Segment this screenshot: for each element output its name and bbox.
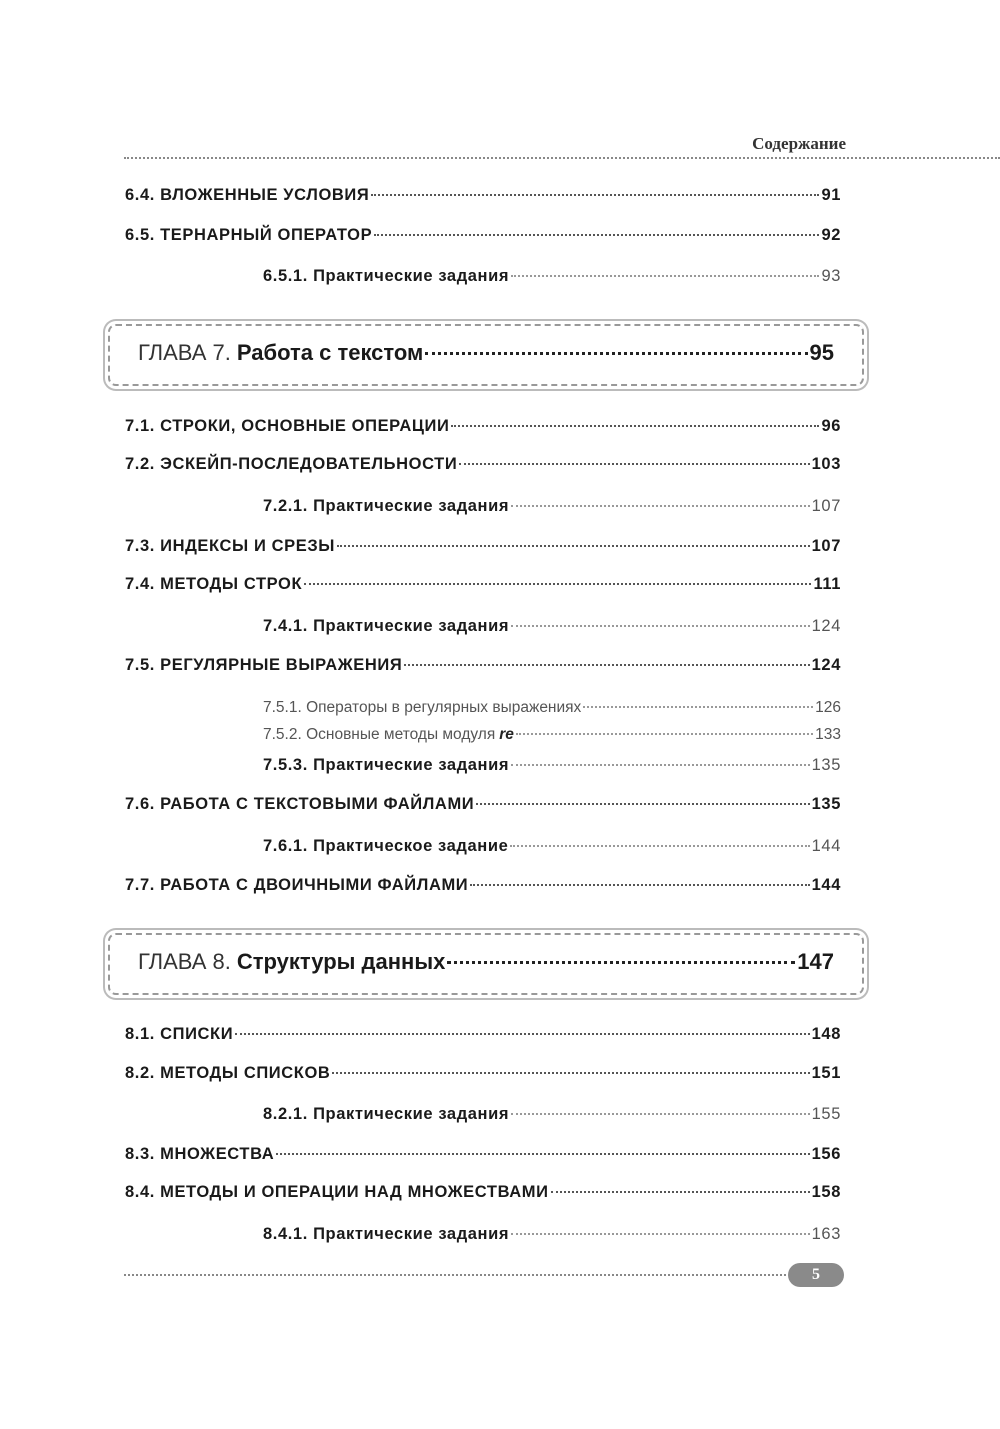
toc-entry-page: 144 [811, 837, 841, 855]
toc-entry[interactable] [125, 455, 841, 474]
dot-leader [511, 764, 810, 766]
toc-entry-title: 8.2.1. Практические задания [263, 1105, 510, 1123]
chapter-title: Работа с текстом [236, 340, 424, 365]
dot-leader [511, 275, 819, 277]
dot-leader [276, 1153, 809, 1155]
toc-subentry[interactable] [263, 1225, 841, 1244]
toc-entry-page: 126 [815, 699, 841, 716]
dot-leader [332, 1072, 809, 1074]
dot-leader [235, 1033, 809, 1035]
running-header: Содержание [752, 134, 846, 153]
toc-entry-page: 144 [811, 876, 841, 894]
chapter-page: 147 [797, 949, 834, 974]
toc-subentry[interactable] [263, 1105, 841, 1124]
toc-entry[interactable] [125, 876, 841, 895]
toc-entry-title: 7.7. РАБОТА С ДВОИЧНЫМИ ФАЙЛАМИ [125, 876, 469, 894]
dot-leader [451, 425, 819, 427]
chapter-page: 95 [809, 340, 834, 365]
toc-entry[interactable] [125, 1145, 841, 1164]
toc-entry-title: 7.3. ИНДЕКСЫ И СРЕЗЫ [125, 537, 336, 555]
toc-entry-page: 156 [811, 1145, 841, 1163]
toc-entry-title: 8.3. МНОЖЕСТВА [125, 1145, 275, 1163]
toc-subentry[interactable] [263, 837, 841, 856]
chapter-7-box[interactable] [108, 324, 864, 386]
toc-entry-page: 107 [811, 497, 841, 515]
page-number-badge: 5 [788, 1263, 844, 1287]
toc-entry-title: 6.5.1. Практические задания [263, 267, 510, 285]
dot-leader [447, 961, 795, 964]
toc-entry-page: 163 [811, 1225, 841, 1243]
toc-entry-page: 135 [811, 756, 841, 774]
header-divider [124, 157, 1000, 159]
dot-leader [404, 664, 809, 666]
toc-entry[interactable] [125, 795, 841, 814]
dot-leader [583, 706, 813, 708]
dot-leader [459, 463, 809, 465]
toc-entry-page: 124 [811, 617, 841, 635]
toc-subentry[interactable] [263, 699, 841, 717]
dot-leader [551, 1191, 810, 1193]
dot-leader [510, 845, 809, 847]
toc-entry-page: 133 [815, 726, 841, 743]
dot-leader [371, 194, 819, 196]
toc-entry-title: 6.5. ТЕРНАРНЫЙ ОПЕРАТОР [125, 226, 373, 244]
dot-leader [374, 234, 819, 236]
toc-entry[interactable] [125, 186, 841, 205]
toc-entry-title: 7.6. РАБОТА С ТЕКСТОВЫМИ ФАЙЛАМИ [125, 795, 475, 813]
toc-entry-page: 103 [811, 455, 841, 473]
dot-leader [304, 583, 811, 585]
toc-entry-title: 6.4. ВЛОЖЕННЫЕ УСЛОВИЯ [125, 186, 370, 204]
toc-entry[interactable] [125, 656, 841, 675]
toc-entry-title: 7.2.1. Практические задания [263, 497, 510, 515]
toc-entry-page: 92 [821, 226, 841, 244]
footer-divider [124, 1274, 786, 1276]
toc-entry-page: 91 [821, 186, 841, 204]
toc-entry-title: 7.4.1. Практические задания [263, 617, 510, 635]
toc-entry-page: 135 [811, 795, 841, 813]
toc-entry[interactable] [125, 1025, 841, 1044]
dot-leader [516, 733, 813, 735]
dot-leader [337, 545, 810, 547]
toc-entry-page: 107 [811, 537, 841, 555]
toc-entry-title: 7.4. МЕТОДЫ СТРОК [125, 575, 303, 593]
toc-entry[interactable] [125, 537, 841, 556]
toc-entry-title: 8.4. МЕТОДЫ И ОПЕРАЦИИ НАД МНОЖЕСТВАМИ [125, 1183, 549, 1201]
dot-leader [511, 1233, 810, 1235]
toc-entry[interactable] [125, 575, 841, 594]
dot-leader [511, 1113, 810, 1115]
toc-entry-title: 7.5.1. Операторы в регулярных выражениях [263, 699, 582, 716]
toc-entry-title: 8.4.1. Практические задания [263, 1225, 510, 1243]
chapter-title: Структуры данных [236, 949, 446, 974]
toc-entry-page: 111 [813, 575, 841, 593]
toc-entry-title: 7.5.3. Практические задания [263, 756, 510, 774]
chapter-label: ГЛАВА 8. [138, 949, 231, 974]
chapter-8-box[interactable] [108, 933, 864, 995]
toc-entry-title: 7.6.1. Практическое задание [263, 837, 509, 855]
dot-leader [476, 803, 809, 805]
toc-entry[interactable] [125, 1064, 841, 1083]
toc-entry[interactable] [125, 226, 841, 245]
toc-entry[interactable] [125, 417, 841, 436]
toc-entry-page: 124 [811, 656, 841, 674]
toc-entry-page: 158 [811, 1183, 841, 1201]
toc-entry-title: 7.5. РЕГУЛЯРНЫЕ ВЫРАЖЕНИЯ [125, 656, 403, 674]
toc-entry-title: 7.5.2. Основные методы модуля [263, 726, 496, 743]
toc-subentry[interactable] [263, 497, 841, 516]
toc-entry-page: 93 [821, 267, 841, 285]
toc-entry-title: 7.1. СТРОКИ, ОСНОВНЫЕ ОПЕРАЦИИ [125, 417, 450, 435]
toc-entry[interactable] [125, 1183, 841, 1202]
toc-subentry[interactable] [263, 756, 841, 775]
chapter-label: ГЛАВА 7. [138, 340, 231, 365]
module-name: re [499, 726, 514, 743]
toc-subentry[interactable] [263, 617, 841, 636]
dot-leader [425, 352, 807, 355]
dot-leader [470, 884, 809, 886]
dot-leader [511, 505, 810, 507]
dot-leader [511, 625, 810, 627]
toc-subentry[interactable] [263, 267, 841, 286]
toc-entry-title: 8.2. МЕТОДЫ СПИСКОВ [125, 1064, 331, 1082]
toc-entry-page: 148 [811, 1025, 841, 1043]
toc-entry-page: 151 [811, 1064, 841, 1082]
toc-entry-page: 155 [811, 1105, 841, 1123]
toc-entry-page: 96 [821, 417, 841, 435]
toc-subentry[interactable] [263, 726, 841, 744]
toc-entry-title: 7.2. ЭСКЕЙП-ПОСЛЕДОВАТЕЛЬНОСТИ [125, 455, 458, 473]
toc-entry-title: 8.1. СПИСКИ [125, 1025, 234, 1043]
